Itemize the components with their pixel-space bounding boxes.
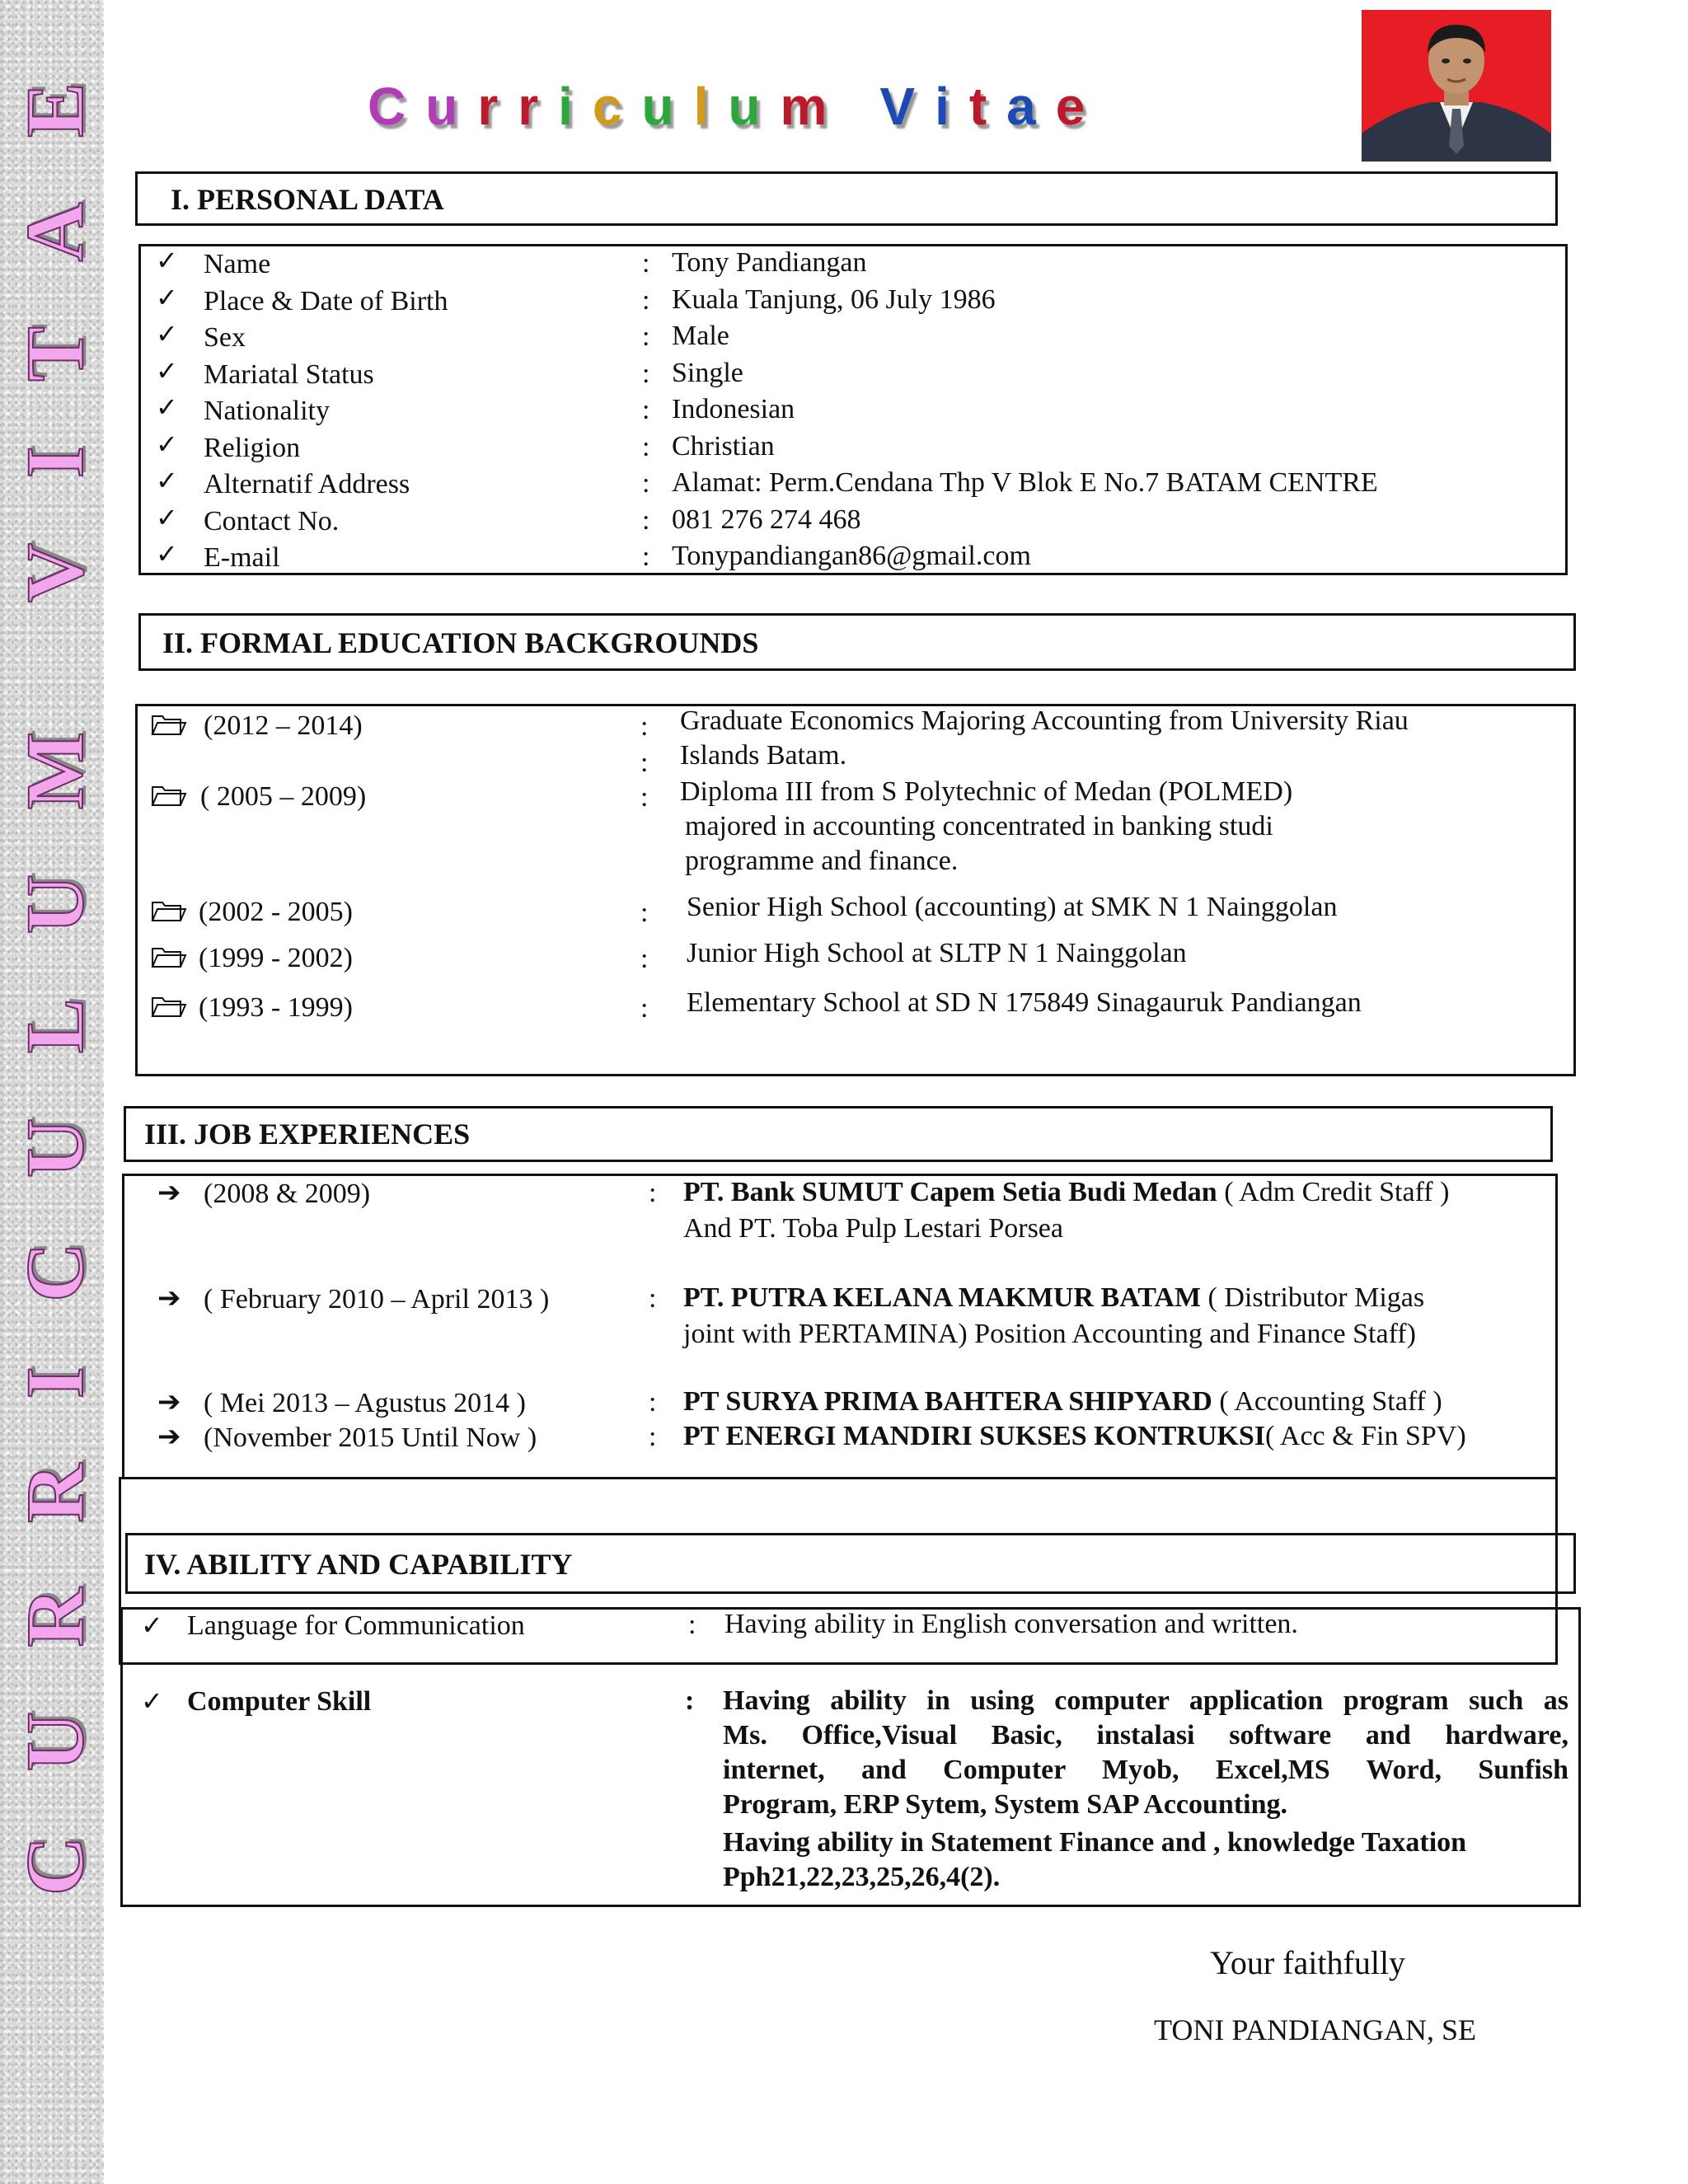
colon-separator: : [642,541,650,572]
colon-separator: : [640,898,649,928]
side-letter: C [8,1242,101,1302]
side-letter: L [8,998,101,1054]
ability-heading: IV. ABILITY AND CAPABILITY [144,1548,573,1581]
colon-separator: : [640,711,649,742]
personal-data-box [138,244,1568,575]
portrait-photo [1362,10,1551,162]
job-company-line [683,1420,1466,1453]
folder-icon [151,784,187,807]
personal-label: Religion [204,432,301,463]
check-icon: ✓ [156,354,178,387]
title-letter: i [558,77,593,136]
colon-separator: : [642,504,650,536]
side-letter: E [8,82,101,138]
personal-label: Alternatif Address [204,469,410,499]
page-title [368,76,1104,137]
side-letter: C [8,1835,101,1896]
education-detail: programme and finance. [685,846,959,876]
job-company-line [683,1385,1442,1418]
folder-icon [151,899,187,922]
personal-value: Indonesian [672,394,795,424]
folder-icon [151,945,187,968]
colon-separator: : [640,748,649,778]
side-vertical-title [8,82,101,1896]
colon-separator: : [649,1387,657,1418]
personal-label: Mariatal Status [204,359,374,390]
computer-skill-label: Computer Skill [187,1686,372,1717]
education-detail: Islands Batam. [680,740,847,771]
jobs-header-box [124,1106,1553,1162]
colon-separator: : [688,1610,696,1640]
personal-label: Name [204,249,271,279]
closing-text: Your faithfully [1210,1944,1406,1981]
colon-separator: : [649,1178,657,1208]
computer-skill-text [723,1684,1568,1895]
side-letter: M [8,731,101,810]
colon-separator: : [649,1283,657,1314]
title-letter: V [879,77,935,136]
title-letter: u [641,77,694,136]
job-role: ( Adm Credit Staff ) [1217,1177,1450,1207]
ability-box [120,1607,1581,1907]
colon-separator: : [642,358,650,389]
colon-separator: : [640,782,649,813]
personal-label: Contact No. [204,505,340,537]
education-detail: Diploma III from S Polytechnic of Medan (POLMED) [680,776,1293,807]
check-icon: ✓ [156,245,178,276]
colon-separator: : [685,1685,695,1716]
job-detail: joint with PERTAMINA) Position Accounting and Finance Staff) [683,1319,1416,1349]
education-heading: II. FORMAL EDUCATION BACKGROUNDS [162,626,759,659]
computer-skill-line: Program, ERP Sytem, System SAP Accounting. [723,1789,1288,1820]
title-letter: c [592,77,642,136]
title-letter: r [518,77,559,136]
folder-icon [151,713,187,736]
signature-name: TONI PANDIANGAN, SE [1154,2013,1477,2046]
personal-label: E-mail [204,542,280,573]
title-letter: t [968,77,1007,136]
check-icon: ✓ [156,281,178,313]
job-role: ( Accounting Staff ) [1212,1386,1442,1417]
arrow-icon: ➔ [157,1420,181,1453]
education-detail: Graduate Economics Majoring Accounting from University Riau [680,705,1409,736]
side-letter: U [8,874,101,935]
arrow-icon: ➔ [157,1385,181,1418]
job-company-line [683,1282,1424,1315]
job-company: PT. PUTRA KELANA MAKMUR BATAM [683,1282,1202,1313]
education-period: ( 2005 – 2009) [200,781,367,812]
personal-value: Alamat: Perm.Cendana Thp V Blok E No.7 BATAM CENTRE [672,467,1378,498]
education-header-box [138,613,1576,671]
title-letter: i [935,77,969,136]
job-company: PT SURYA PRIMA BAHTERA SHIPYARD [683,1386,1212,1417]
arrow-icon: ➔ [157,1282,181,1315]
language-label: Language for Communication [187,1610,525,1641]
jobs-box [122,1174,1558,1477]
language-value: Having ability in English conversation and written. [724,1609,1298,1639]
check-icon: ✓ [156,465,178,496]
side-letter: U [8,1118,101,1178]
side-letter: R [8,1587,101,1647]
job-company-line [683,1176,1449,1209]
personal-value: Tonypandiangan86@gmail.com [672,541,1031,571]
check-icon: ✓ [156,428,178,460]
education-period: (1993 - 1999) [199,992,353,1023]
side-letter: R [8,1463,101,1523]
check-icon: ✓ [156,318,178,349]
side-letter: I [8,446,101,479]
colon-separator: : [642,431,650,462]
check-icon: ✓ [156,538,178,569]
education-box [135,704,1576,1076]
colon-separator: : [642,468,650,499]
personal-value: Tony Pandiangan [672,247,867,278]
side-letter: I [8,1366,101,1399]
colon-separator: : [642,321,650,352]
personal-data-header-box [135,171,1558,226]
side-letter: V [8,542,101,602]
computer-skill-line: internet, and Computer Myob, Excel,MS Word, Sunfish [723,1755,1568,1785]
computer-skill-line: Pph21,22,23,25,26,4(2). [723,1862,1001,1892]
personal-label: Place & Date of Birth [204,285,448,316]
job-period: (November 2015 Until Now ) [204,1422,537,1453]
job-company: PT ENERGI MANDIRI SUKSES KONTRUKSI [683,1421,1265,1451]
title-letter: m [780,77,847,136]
education-detail: Senior High School (accounting) at SMK N 1 Nainggolan [687,892,1338,922]
check-icon: ✓ [156,501,178,533]
check-icon: ✓ [156,391,178,423]
job-role: ( Distributor Migas [1201,1282,1425,1313]
colon-separator: : [640,944,649,974]
title-letter: a [1006,77,1056,136]
job-role: ( Acc & Fin SPV) [1264,1421,1466,1451]
personal-data-heading: I. PERSONAL DATA [171,183,444,216]
colon-separator: : [642,248,650,279]
title-letter: r [477,77,518,136]
personal-value: Male [672,321,729,351]
side-letter: A [8,202,101,262]
education-period: (2002 - 2005) [199,897,353,927]
job-period: ( Mei 2013 – Agustus 2014 ) [204,1388,526,1418]
title-letter: u [728,77,781,136]
check-icon: ✓ [141,1685,163,1717]
job-period: (2008 & 2009) [204,1179,371,1209]
personal-label: Nationality [204,396,330,426]
folder-icon [151,995,187,1018]
education-detail: Elementary School at SD N 175849 Sinagauruk Pandiangan [687,987,1362,1018]
colon-separator: : [640,993,649,1024]
personal-value: Christian [672,430,775,462]
education-detail: majored in accounting concentrated in banking studi [685,811,1273,841]
personal-value: 081 276 274 468 [672,504,861,535]
side-letter: T [8,326,101,382]
job-company: PT. Bank SUMUT Capem Setia Budi Medan [683,1177,1217,1207]
title-letter: u [425,77,478,136]
side-letter: U [8,1712,101,1772]
education-detail: Junior High School at SLTP N 1 Nainggolan [687,938,1187,968]
personal-label: Sex [204,322,246,353]
personal-value: Kuala Tanjung, 06 July 1986 [672,284,996,315]
title-letter: C [368,77,426,136]
computer-skill-line: Having ability in Statement Finance and , knowledge Taxation [723,1827,1467,1858]
personal-value: Single [672,357,743,388]
education-period: (1999 - 2002) [199,943,353,973]
title-letter: l [693,77,729,136]
title-letter: e [1055,77,1105,136]
education-period: (2012 – 2014) [204,710,363,741]
colon-separator: : [642,395,650,425]
computer-skill-line: Having ability in using computer application program such as [723,1685,1568,1716]
arrow-icon: ➔ [157,1176,181,1209]
job-period: ( February 2010 – April 2013 ) [204,1284,550,1315]
colon-separator: : [642,284,650,316]
computer-skill-line: Ms. Office,Visual Basic, instalasi software and hardware, [723,1720,1568,1750]
colon-separator: : [649,1422,657,1452]
check-icon: ✓ [141,1610,163,1641]
jobs-heading: III. JOB EXPERIENCES [144,1118,471,1151]
job-detail: And PT. Toba Pulp Lestari Porsea [683,1213,1063,1244]
